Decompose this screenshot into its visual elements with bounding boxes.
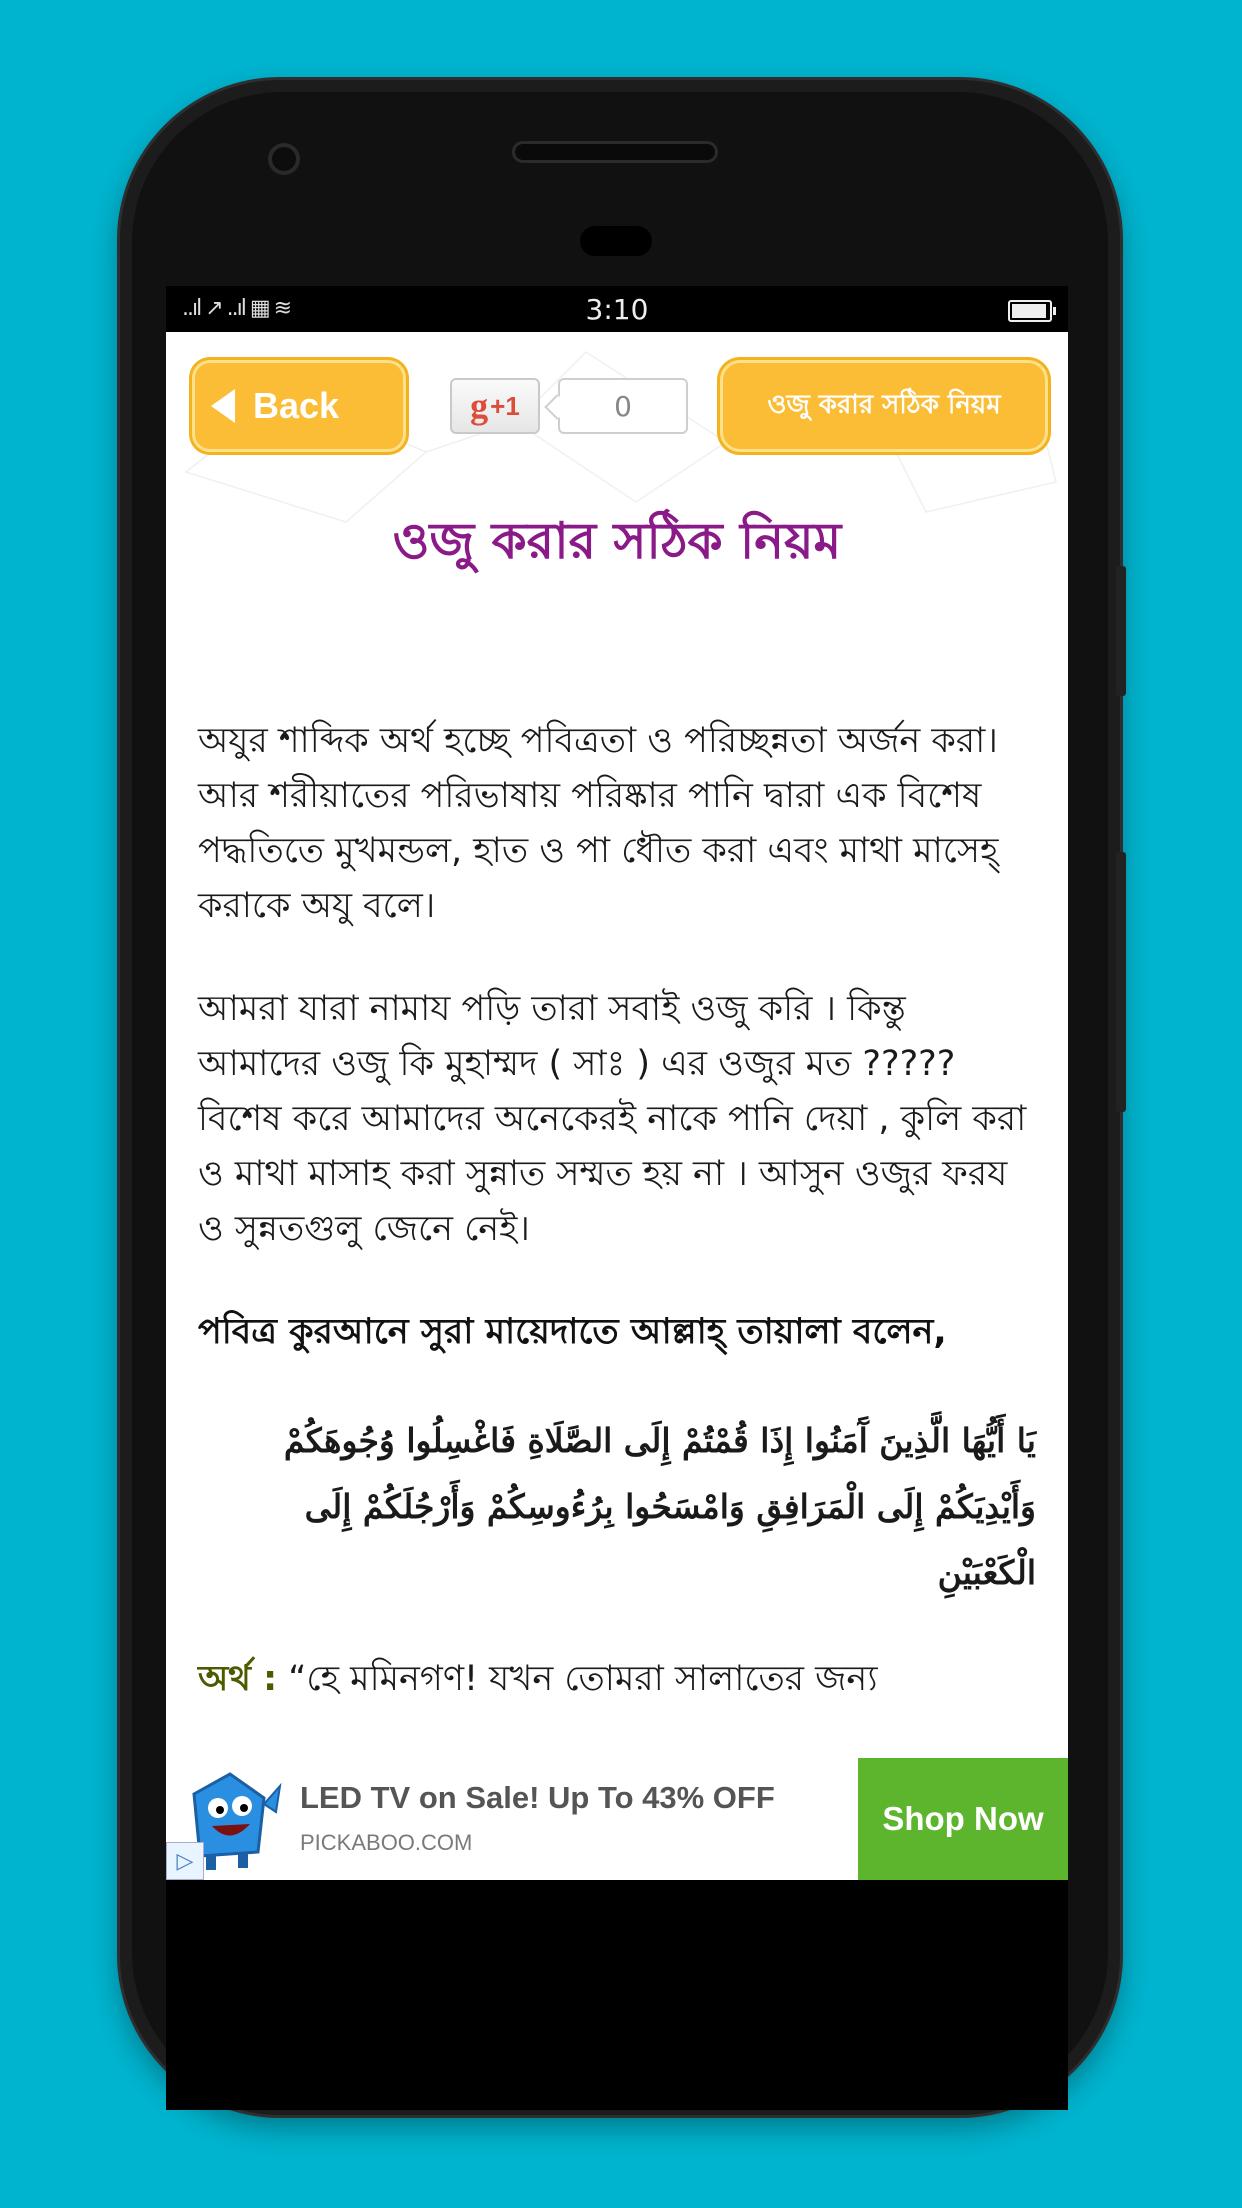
screen bbox=[166, 286, 1068, 1880]
front-camera bbox=[268, 143, 300, 175]
plus-one-count: 0 bbox=[558, 378, 688, 434]
status-time: 3:10 bbox=[585, 293, 649, 326]
page-title: ওজু করার সঠিক নিয়ম bbox=[392, 512, 842, 570]
arabic-verse: يَا أَيُّهَا الَّذِينَ آَمَنُوا إِذَا قُمْتُمْ إِلَى الصَّلَاةِ فَاغْسِلُوا وُجُوهَكُمْ وَأَيْدِيَكُمْ إِلَى الْمَرَافِقِ وَامْسَحُوا بِرُءُوسِكُمْ وَأَرْجُلَكُمْ إِلَى الْكَعْبَيْنِ bbox=[283, 1421, 1036, 1592]
article-paragraph: আমরা যারা নামায পড়ি তারা সবাই ওজু করি । কিন্তু আমাদের ওজু কি মুহাম্মদ ( সাঃ ) এর ওজুর মত ????? বিশেষ করে আমাদের অনেকেরই নাকে পানি দেয়া , কুলি করা ও মাথা মাসাহ করা সুন্নাত সম্মত হয় না । আসুন ওজুর ফরয ও সুন্নতগুলু জেনে নেই। bbox=[198, 989, 1027, 1249]
article-paragraph: অযুর শাব্দিক অর্থ হচ্ছে পবিত্রতা ও পরিচ্ছন্নতা অর্জন করা।আর শরীয়াতের পরিভাষায় পরিষ্কার পানি দ্বারা এক বিশেষ পদ্ধতিতে মুখমন্ডল, হাত ও পা ধৌত করা এবং মাথা মাসেহ্ করাকে অযু বলে। bbox=[198, 721, 999, 926]
shop-now-button[interactable]: Shop Now bbox=[858, 1758, 1068, 1880]
google-plus-one-button[interactable] bbox=[450, 378, 540, 434]
status-bar bbox=[166, 286, 1068, 332]
screen-bottom-bezel bbox=[166, 1880, 1068, 2110]
ad-domain: PICKABOO.COM bbox=[300, 1830, 473, 1855]
article-body bbox=[198, 714, 1036, 1755]
meaning-paragraph bbox=[198, 1652, 1036, 1707]
app-content bbox=[166, 332, 1068, 1880]
back-button-label: Back bbox=[253, 385, 340, 426]
back-arrow-icon bbox=[211, 389, 235, 423]
meaning-label: অর্থ : bbox=[198, 1659, 278, 1699]
meaning-text: “হে মমিনগণ! যখন তোমরা সালাতের জন্য bbox=[277, 1659, 878, 1699]
ad-choices-icon[interactable]: ▷ bbox=[166, 1842, 204, 1880]
proximity-sensor bbox=[580, 226, 652, 256]
plus-one-label: +1 bbox=[490, 390, 520, 421]
battery-icon bbox=[1008, 300, 1052, 322]
topic-button[interactable]: ওজু করার সঠিক নিয়ম bbox=[720, 360, 1048, 452]
back-button[interactable] bbox=[192, 360, 406, 452]
volume-button bbox=[1116, 852, 1126, 1112]
ad-title[interactable]: LED TV on Sale! Up To 43% OFF bbox=[300, 1780, 775, 1815]
google-plus-icon: g bbox=[470, 386, 489, 426]
ad-banner[interactable] bbox=[166, 1758, 1068, 1880]
quran-intro: পবিত্র কুরআনে সুরা মায়েদাতে আল্লাহ্ তায়ালা বলেন, bbox=[198, 1312, 947, 1352]
signal-icon: ..ıl ↗ ..ıl ▦ ≋ bbox=[182, 296, 291, 321]
power-button bbox=[1116, 566, 1126, 696]
earpiece-speaker bbox=[515, 144, 715, 160]
